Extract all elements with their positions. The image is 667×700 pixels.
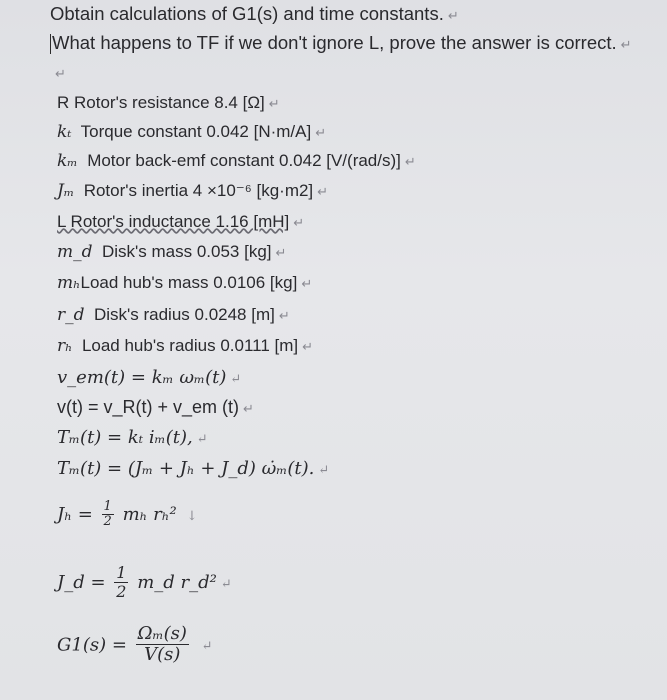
fraction-half: $\frac{1}{2}$: [116, 563, 127, 601]
param-backemf-constant: kₘ Motor back-emf constant 0.042 [V/(rad/s)] ↵: [57, 151, 416, 171]
param-rotor-inertia: Jₘ Rotor's inertia 4 ×10⁻⁶ [kg·m2] ↵: [57, 181, 329, 201]
param-hub-radius: rₕ Load hub's radius 0.0111 [m] ↵: [57, 336, 314, 356]
empty-paragraph-mark: ↵: [55, 66, 66, 81]
equation-hub-inertia: Jₕ = $\frac{1}{2}$ mₕ rₕ² ↓: [57, 499, 198, 529]
heading-line-1: Obtain calculations of G1(s) and time constants. ↵: [50, 3, 459, 24]
equation-disk-inertia: J_d = $\frac{1}{2}$ m_d r_d² ↵: [57, 563, 232, 601]
param-resistance: R Rotor's resistance 8.4 [Ω] ↵: [57, 93, 280, 112]
text-cursor: [50, 34, 51, 54]
param-inductance: L Rotor's inductance 1.16 [mH] ↵: [57, 212, 305, 231]
fraction-g1: $\frac{\text{Ωₘ(s)}}{V(s)}$: [137, 623, 187, 665]
equation-back-emf: v_em(t) = kₘ ωₘ(t) ↵: [57, 367, 242, 388]
equation-inertia-sum: Tₘ(t) = (Jₘ + Jₕ + J_d) ω̇ₘ(t). ↵: [57, 458, 330, 479]
param-torque-constant: kₜ Torque constant 0.042 [N·m/A] ↵: [57, 122, 327, 142]
equation-transfer-function: G1(s) = $\frac{\text{Ωₘ(s)}}{V(s)}$ ↵: [57, 623, 213, 665]
param-hub-mass: mₕLoad hub's mass 0.0106 [kg] ↵: [57, 273, 313, 293]
heading-line-2: What happens to TF if we don't ignore L, prove the answer is correct. ↵: [52, 32, 632, 53]
param-disk-mass: m_d Disk's mass 0.053 [kg] ↵: [57, 242, 287, 262]
fraction-half: $\frac{1}{2}$: [103, 499, 112, 529]
equation-torque: Tₘ(t) = kₜ iₘ(t), ↵: [57, 427, 208, 448]
param-disk-radius: r_d Disk's radius 0.0248 [m] ↵: [57, 305, 290, 325]
equation-voltage: v(t) = v_R(t) + v_em (t) ↵: [57, 397, 254, 417]
